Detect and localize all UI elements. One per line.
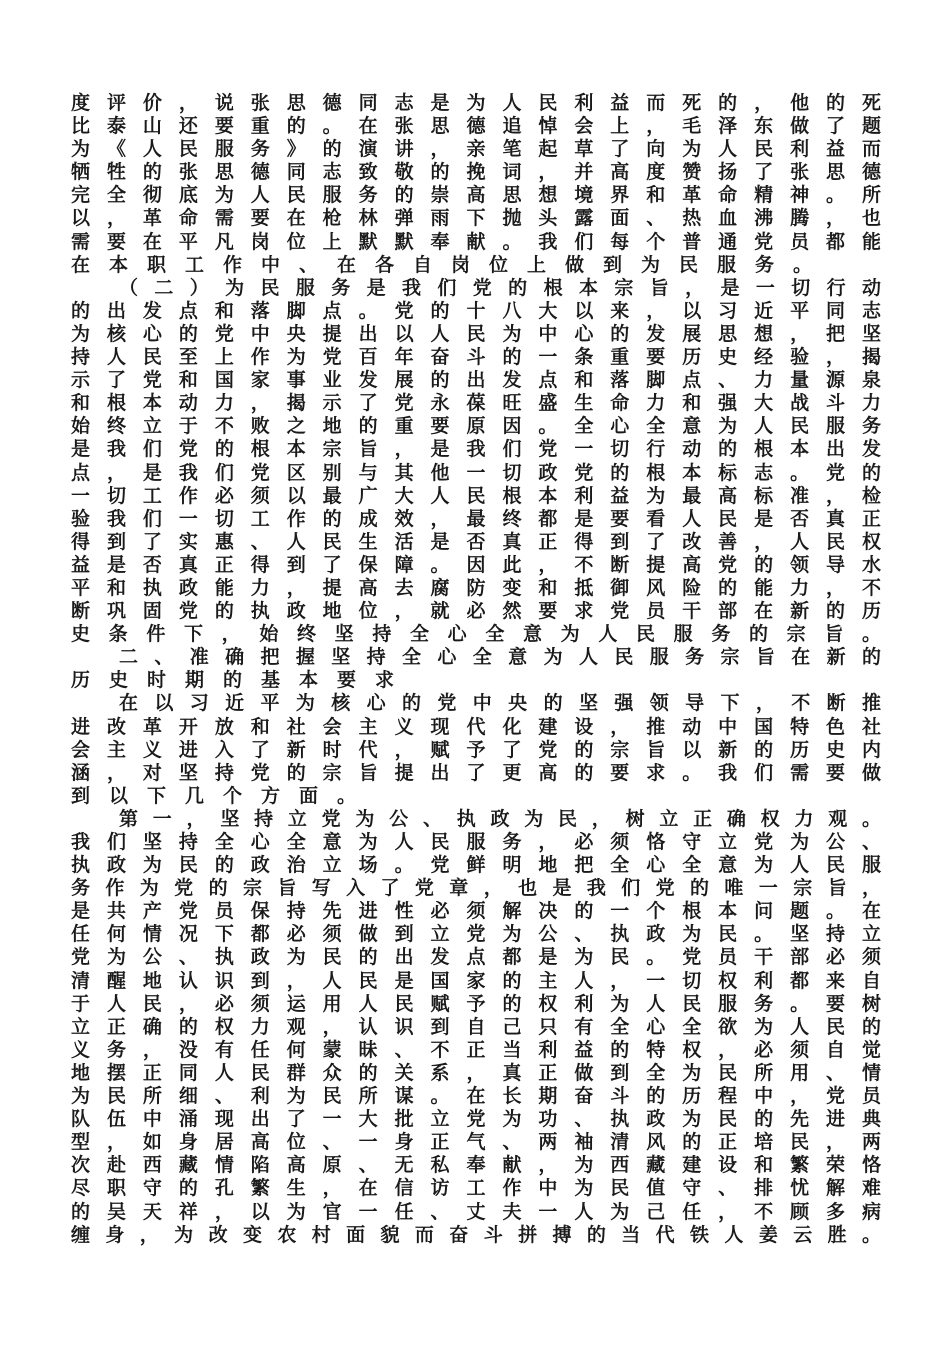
- text-line: 和根本动力，揭示了党永葆旺盛生命力和强大战斗力: [71, 392, 881, 415]
- text-line: 我们坚持全心全意为人民服务，必须恪守立党为公、: [71, 831, 881, 853]
- text-line: 验我们一切工作的成效，最终都是要看人民是否真正: [71, 507, 881, 530]
- text-line: 次赴西藏情陷高原、无私奉献，为西藏建设和繁荣恪: [71, 1154, 881, 1177]
- text-line: 持人民至上作为党百年奋斗的一条重要历史经验，揭: [71, 346, 881, 369]
- text-line: （二）为民服务是我们党的根本宗旨，是一切行动: [119, 276, 881, 299]
- text-line: 一切工作必须以最广大人民根本利益为最高标准，检: [71, 484, 881, 507]
- text-line: 是共产党员保持先进性必须解决的一个根本问题。在: [71, 900, 881, 923]
- text-line: 任何情况下都必须做到立党为公、执政为民。坚持立: [71, 923, 881, 946]
- text-line: 二、准确把握坚持全心全意为人民服务宗旨在新的: [119, 646, 881, 669]
- text-line: 在本职工作中、在各自岗位上做到为民服务。: [71, 253, 832, 276]
- text-line: 尽职守的孔繁生，在信访工作中为民值守、排忧解难: [71, 1177, 881, 1200]
- text-line: 史条件下，始终坚持全心全意为人民服务的宗旨。: [71, 623, 881, 646]
- text-line: 队伍中涌现出了一大批立党为功、执政为民的先进典: [71, 1108, 881, 1131]
- text-line: 牺牲的张思德同志致敬的挽词，并高度赞扬了张思德: [71, 161, 881, 184]
- text-line: 清醒地认识到，人民是国家的主人，一切权利都来自: [71, 969, 881, 992]
- text-line: 在以习近平为核心的党中央的坚强领导下，不断推: [119, 692, 881, 715]
- text-line: 党为公、执政为民的出发点都是为民。党员干部必须: [71, 946, 881, 969]
- text-line: 益是否真正得到了保障。因此，不断提高党的领导水: [71, 553, 881, 576]
- text-line: 于人民，必须运用人民赋予的权利为人民服务。要树: [71, 992, 881, 1015]
- text-line: 第一，坚持立党为公、执政为民，树立正确权力观。: [119, 807, 881, 830]
- text-line: 比泰山还要重的。在张思德追悼会上，毛泽东做了题: [71, 115, 881, 138]
- text-line: 度评价，说张思德同志是为人民利益而死的，他的死: [71, 92, 881, 114]
- text-line: 以，革命需要在枪林弹雨下抛头露面、热血沸腾，也: [71, 207, 881, 230]
- text-line: 会主义进入了新时代，赋予了党的宗旨以新的历史内: [71, 738, 881, 761]
- text-line: 历史时期的基本要求: [71, 669, 414, 692]
- text-line: 断巩固党的执政地位，就必然要求党员干部在新的历: [71, 600, 881, 623]
- text-line: 型，如身居高位、一身正气、两袖清风的正培民，两: [71, 1131, 881, 1154]
- text-line: 进改革开放和社会主义现代化建设，推动中国特色社: [71, 715, 881, 738]
- text-line: 的吴天祥，以为官一任、丈夫一人为己任，不顾多病: [71, 1200, 881, 1223]
- text-line: 是我们党的根本宗旨，是我们党一切行动的根本出发: [71, 438, 881, 461]
- text-line: 地摆正同人民群众的关系，真正做到全为民所用、情: [71, 1061, 881, 1084]
- text-line: 义务，没有任何蒙昧、不正当利益的特权，必须自觉: [71, 1038, 881, 1061]
- text-line: 为核心的党中央提出以人民为中心的发展思想，把坚: [71, 322, 881, 345]
- text-line: 缠身，为改变农村面貌而奋斗拼搏的当代铁人姜云胜。: [71, 1223, 881, 1246]
- text-line: 始终立于不败之地的重要原因。全心全意为人民服务: [71, 415, 881, 438]
- text-line: 平和执政能力，提高去腐防变和抵御风险的能力，不: [71, 576, 881, 599]
- text-line: 执政为民的政治立场。党鲜明地把全心全意为人民服: [71, 854, 881, 877]
- text-line: 得到了实惠、人民生活是否真正得到了改善，人民权: [71, 530, 881, 553]
- text-line: 完全彻底为人民服务的崇高思想境界和革命精神。所: [71, 184, 881, 207]
- text-line: 涵，对坚持党的宗旨提出了更高的要求。我们需要做: [71, 761, 881, 784]
- text-line: 务作为党的宗旨写入了党章，也是我们党的唯一宗旨，: [71, 877, 881, 900]
- body-text: [71, 92, 881, 1247]
- text-line: 为《人民服务》的演讲，亲笔起草了向为人民利益而: [71, 138, 881, 161]
- text-line: 为民所细、利为民所谋。在长期奋斗的历程中，党员: [71, 1085, 881, 1108]
- text-line: 到以下几个方面。: [71, 784, 376, 807]
- text-line: 示了党和国家事业发展的出发点和落脚点、力量源泉: [71, 369, 881, 392]
- text-line: 需要在平凡岗位上默默奉献。我们每个普通党员都能: [71, 230, 881, 253]
- text-line: 立正确的权力观，认识到自己只有全心全欲为人民的: [71, 1015, 881, 1038]
- text-line: 的出发点和落脚点。党的十八大以来，以习近平同志: [71, 299, 881, 322]
- text-line: 点，是我们党区别与其他一切政党的根本标志。党的: [71, 461, 881, 484]
